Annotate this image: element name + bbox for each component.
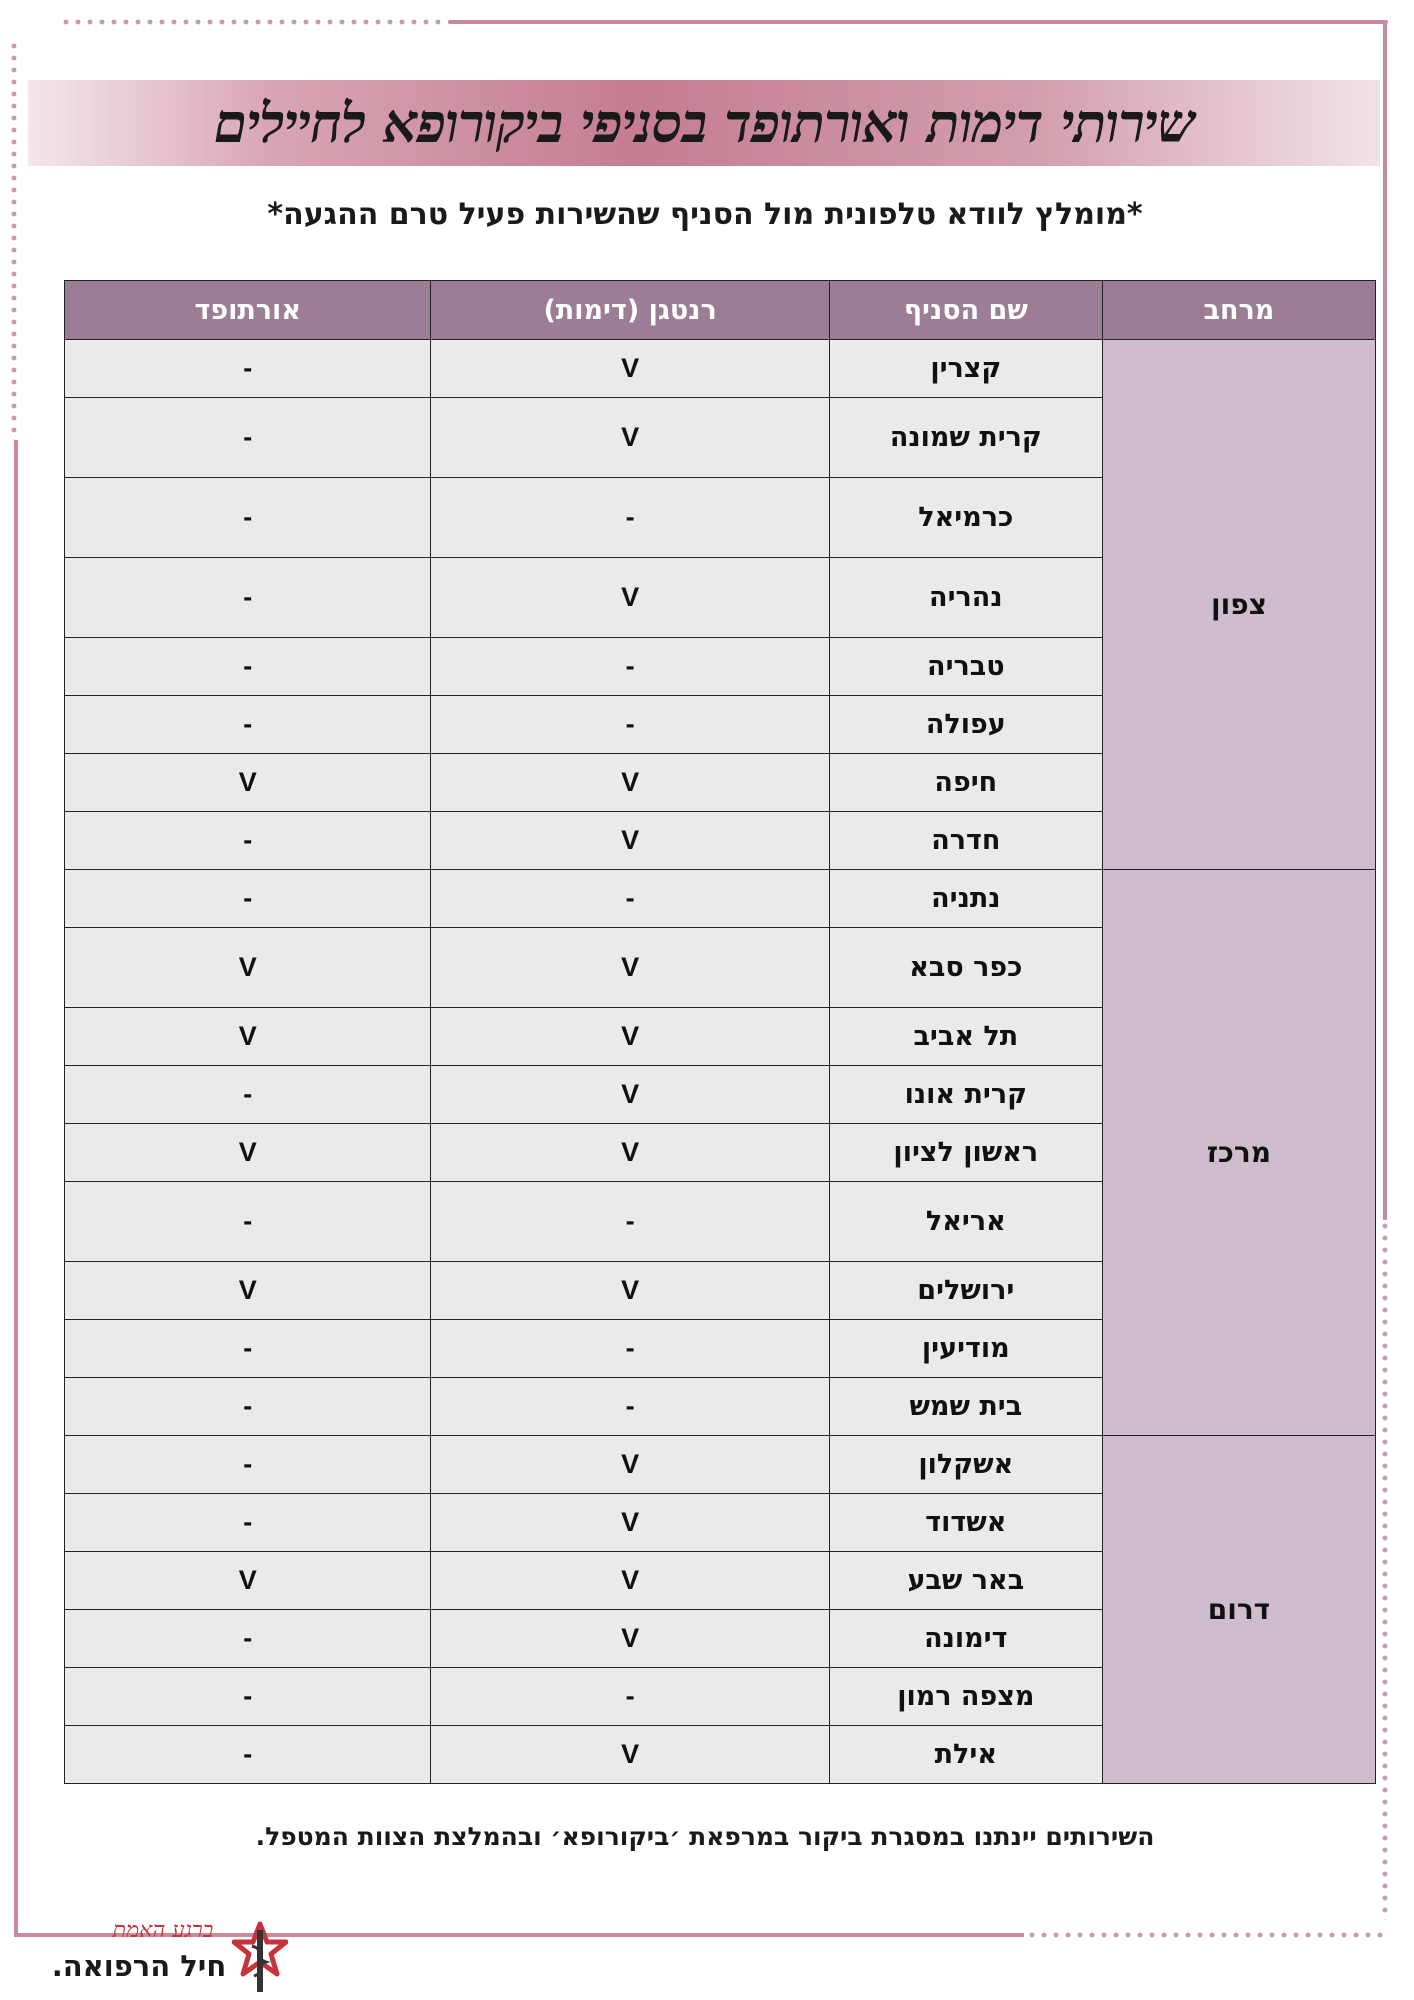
ortho-cell: - xyxy=(65,812,431,870)
xray-cell: V xyxy=(431,812,829,870)
ortho-cell: - xyxy=(65,696,431,754)
branch-cell: קצרין xyxy=(829,340,1102,398)
header-ortho: אורתופד xyxy=(65,281,431,340)
branch-cell: באר שבע xyxy=(829,1552,1102,1610)
branch-cell: ראשון לציון xyxy=(829,1124,1102,1182)
branch-cell: אילת xyxy=(829,1726,1102,1784)
xray-cell: V xyxy=(431,1494,829,1552)
xray-cell: - xyxy=(431,638,829,696)
ortho-cell: - xyxy=(65,1378,431,1436)
xray-cell: V xyxy=(431,1008,829,1066)
branch-cell: אשדוד xyxy=(829,1494,1102,1552)
xray-cell: V xyxy=(431,1262,829,1320)
branch-cell: נתניה xyxy=(829,870,1102,928)
ortho-cell: - xyxy=(65,1320,431,1378)
header-region: מרחב xyxy=(1102,281,1375,340)
branch-cell: כרמיאל xyxy=(829,478,1102,558)
xray-cell: V xyxy=(431,1066,829,1124)
verification-note: *מומלץ לוודא טלפונית מול הסניף שהשירות פעיל טרם ההגעה* xyxy=(267,197,1143,232)
xray-cell: V xyxy=(431,754,829,812)
xray-cell: - xyxy=(431,870,829,928)
region-cell: דרום xyxy=(1102,1436,1375,1784)
table-row xyxy=(65,1436,1376,1494)
frame-top-dots xyxy=(60,18,440,26)
branch-cell: אשקלון xyxy=(829,1436,1102,1494)
branch-cell: תל אביב xyxy=(829,1008,1102,1066)
xray-cell: V xyxy=(431,340,829,398)
xray-cell: V xyxy=(431,1552,829,1610)
xray-cell: V xyxy=(431,558,829,638)
services-table xyxy=(64,280,1376,1784)
logo xyxy=(36,1914,286,2000)
xray-cell: V xyxy=(431,1726,829,1784)
ortho-cell: - xyxy=(65,1182,431,1262)
ortho-cell: - xyxy=(65,1668,431,1726)
branch-cell: מודיעין xyxy=(829,1320,1102,1378)
branch-cell: חיפה xyxy=(829,754,1102,812)
ortho-cell: - xyxy=(65,340,431,398)
footnote: השירותים יינתנו במסגרת ביקור במרפאת ׳ביקורופא׳ ובהמלצת הצוות המטפל. xyxy=(255,1822,1155,1851)
xray-cell: - xyxy=(431,1320,829,1378)
branch-cell: כפר סבא xyxy=(829,928,1102,1008)
xray-cell: V xyxy=(431,928,829,1008)
branch-cell: נהריה xyxy=(829,558,1102,638)
medical-corps-star-icon xyxy=(232,1920,288,1998)
xray-cell: V xyxy=(431,398,829,478)
branch-cell: קרית שמונה xyxy=(829,398,1102,478)
xray-cell: V xyxy=(431,1436,829,1494)
header-branch: שם הסניף xyxy=(829,281,1102,340)
ortho-cell: - xyxy=(65,870,431,928)
ortho-cell: V xyxy=(65,754,431,812)
xray-cell: - xyxy=(431,1378,829,1436)
ortho-cell: V xyxy=(65,928,431,1008)
table-row xyxy=(65,340,1376,398)
ortho-cell: - xyxy=(65,1494,431,1552)
ortho-cell: - xyxy=(65,558,431,638)
branch-cell: חדרה xyxy=(829,812,1102,870)
branch-cell: טבריה xyxy=(829,638,1102,696)
logo-tagline: ברגע האמת xyxy=(112,1918,214,1943)
ortho-cell: - xyxy=(65,1436,431,1494)
table-row xyxy=(65,870,1376,928)
ortho-cell: - xyxy=(65,1066,431,1124)
ortho-cell: V xyxy=(65,1124,431,1182)
region-cell: מרכז xyxy=(1102,870,1375,1436)
branch-cell: אריאל xyxy=(829,1182,1102,1262)
branch-cell: ירושלים xyxy=(829,1262,1102,1320)
region-cell: צפון xyxy=(1102,340,1375,870)
branch-cell: בית שמש xyxy=(829,1378,1102,1436)
ortho-cell: - xyxy=(65,638,431,696)
ortho-cell: - xyxy=(65,1726,431,1784)
header-xray: רנטגן (דימות) xyxy=(431,281,829,340)
ortho-cell: V xyxy=(65,1552,431,1610)
frame-top-line xyxy=(448,20,1388,24)
xray-cell: - xyxy=(431,1182,829,1262)
ortho-cell: - xyxy=(65,1610,431,1668)
frame-right-dots xyxy=(1381,1220,1389,1920)
table-body xyxy=(65,340,1376,1784)
frame-right-line xyxy=(1383,20,1387,1220)
ortho-cell: V xyxy=(65,1008,431,1066)
branch-cell: קרית אונו xyxy=(829,1066,1102,1124)
ortho-cell: - xyxy=(65,398,431,478)
xray-cell: - xyxy=(431,478,829,558)
branch-cell: מצפה רמון xyxy=(829,1668,1102,1726)
branch-cell: דימונה xyxy=(829,1610,1102,1668)
ortho-cell: - xyxy=(65,478,431,558)
xray-cell: - xyxy=(431,696,829,754)
xray-cell: - xyxy=(431,1668,829,1726)
xray-cell: V xyxy=(431,1124,829,1182)
logo-name: חיל הרפואה. xyxy=(51,1949,227,1983)
ortho-cell: V xyxy=(65,1262,431,1320)
table-header-row xyxy=(65,281,1376,340)
xray-cell: V xyxy=(431,1610,829,1668)
frame-bottom-dots xyxy=(1026,1931,1386,1939)
frame-left-dots xyxy=(10,40,18,440)
page-title: שירותי דימות ואורתופד בסניפי ביקורופא לחיילים xyxy=(213,91,1195,155)
branch-cell: עפולה xyxy=(829,696,1102,754)
frame-left-line xyxy=(14,440,18,1935)
